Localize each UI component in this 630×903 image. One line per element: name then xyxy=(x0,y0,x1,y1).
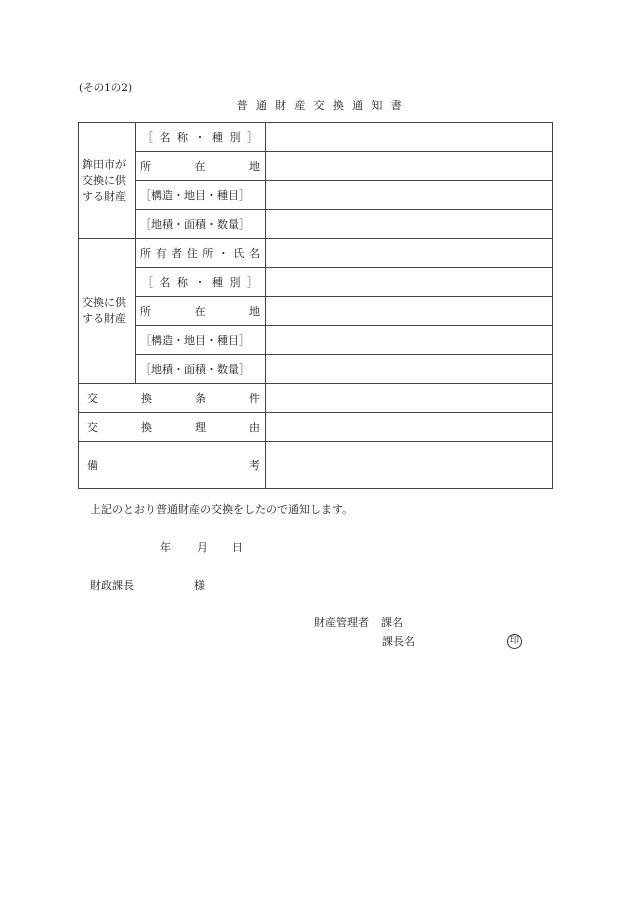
value-cell[interactable] xyxy=(266,268,553,297)
row-label xyxy=(79,384,266,413)
table-row xyxy=(79,297,553,326)
table-row xyxy=(79,152,553,181)
value-cell[interactable] xyxy=(266,123,553,152)
value-cell[interactable] xyxy=(266,297,553,326)
row-label xyxy=(136,297,266,326)
form-number: (その1の2) xyxy=(79,82,133,94)
date-line xyxy=(160,542,243,553)
row-label xyxy=(136,123,266,152)
row-label xyxy=(136,181,266,210)
location-label: 所 在 地 xyxy=(140,160,260,173)
area-label: ［地積・面積・数量］ xyxy=(140,218,250,231)
value-cell[interactable] xyxy=(266,181,553,210)
exchange-reason-label: 交 換 理 由 xyxy=(87,421,260,434)
table-row xyxy=(79,210,553,239)
value-cell[interactable] xyxy=(266,413,553,442)
table-row xyxy=(79,413,553,442)
chief-name-label: 課長名 xyxy=(382,635,415,648)
table-row xyxy=(79,123,553,152)
group-label-city-property xyxy=(79,123,136,239)
value-cell[interactable] xyxy=(266,384,553,413)
row-label xyxy=(136,152,266,181)
table-row xyxy=(79,442,553,489)
row-label xyxy=(136,210,266,239)
area-label: ［地積・面積・数量］ xyxy=(140,363,250,376)
row-label xyxy=(136,355,266,384)
group-label-text: 鉾田市が交換に供する財産 xyxy=(82,157,126,203)
value-cell[interactable] xyxy=(266,210,553,239)
name-type-label: ［ 名 称 ・ 種 別 ］ xyxy=(142,131,258,144)
table-row xyxy=(79,268,553,297)
owner-label: 所 有 者 住 所 ・ 氏 名 xyxy=(140,247,260,260)
value-cell[interactable] xyxy=(266,355,553,384)
document-title: 普通財産交換通知書 xyxy=(236,99,410,112)
group-label-exchange-property xyxy=(79,239,136,384)
row-label xyxy=(136,239,266,268)
value-cell[interactable] xyxy=(266,442,553,489)
month-label: 月 xyxy=(197,541,208,554)
value-cell[interactable] xyxy=(266,152,553,181)
name-type-label: ［ 名 称 ・ 種 別 ］ xyxy=(142,276,258,289)
group-label-text: 交換に供する財産 xyxy=(82,296,126,325)
year-label: 年 xyxy=(160,541,171,554)
location-label: 所 在 地 xyxy=(140,305,260,318)
structure-label: ［構造・地目・種目］ xyxy=(140,189,250,202)
table-row xyxy=(79,239,553,268)
addressee-honorific: 様 xyxy=(194,579,205,592)
row-label xyxy=(79,442,266,489)
value-cell[interactable] xyxy=(266,239,553,268)
addressee-name: 財政課長 xyxy=(90,579,134,592)
row-label xyxy=(136,326,266,355)
structure-label: ［構造・地目・種目］ xyxy=(140,334,250,347)
manager-label: 財産管理者 xyxy=(314,616,369,629)
row-label xyxy=(79,413,266,442)
seal-mark: 印 xyxy=(507,634,522,649)
value-cell[interactable] xyxy=(266,326,553,355)
notice-form-table xyxy=(78,122,553,489)
notice-statement: 上記のとおり普通財産の交換をしたので通知します。 xyxy=(90,503,354,516)
table-row xyxy=(79,326,553,355)
manager-line xyxy=(314,617,403,628)
addressee-line xyxy=(90,580,205,591)
row-label xyxy=(136,268,266,297)
table-row xyxy=(79,384,553,413)
table-row xyxy=(79,181,553,210)
exchange-conditions-label: 交 換 条 件 xyxy=(87,392,260,405)
remarks-label: 備 考 xyxy=(87,459,260,472)
day-label: 日 xyxy=(232,541,243,554)
table-row xyxy=(79,355,553,384)
section-name-label: 課名 xyxy=(381,616,403,629)
